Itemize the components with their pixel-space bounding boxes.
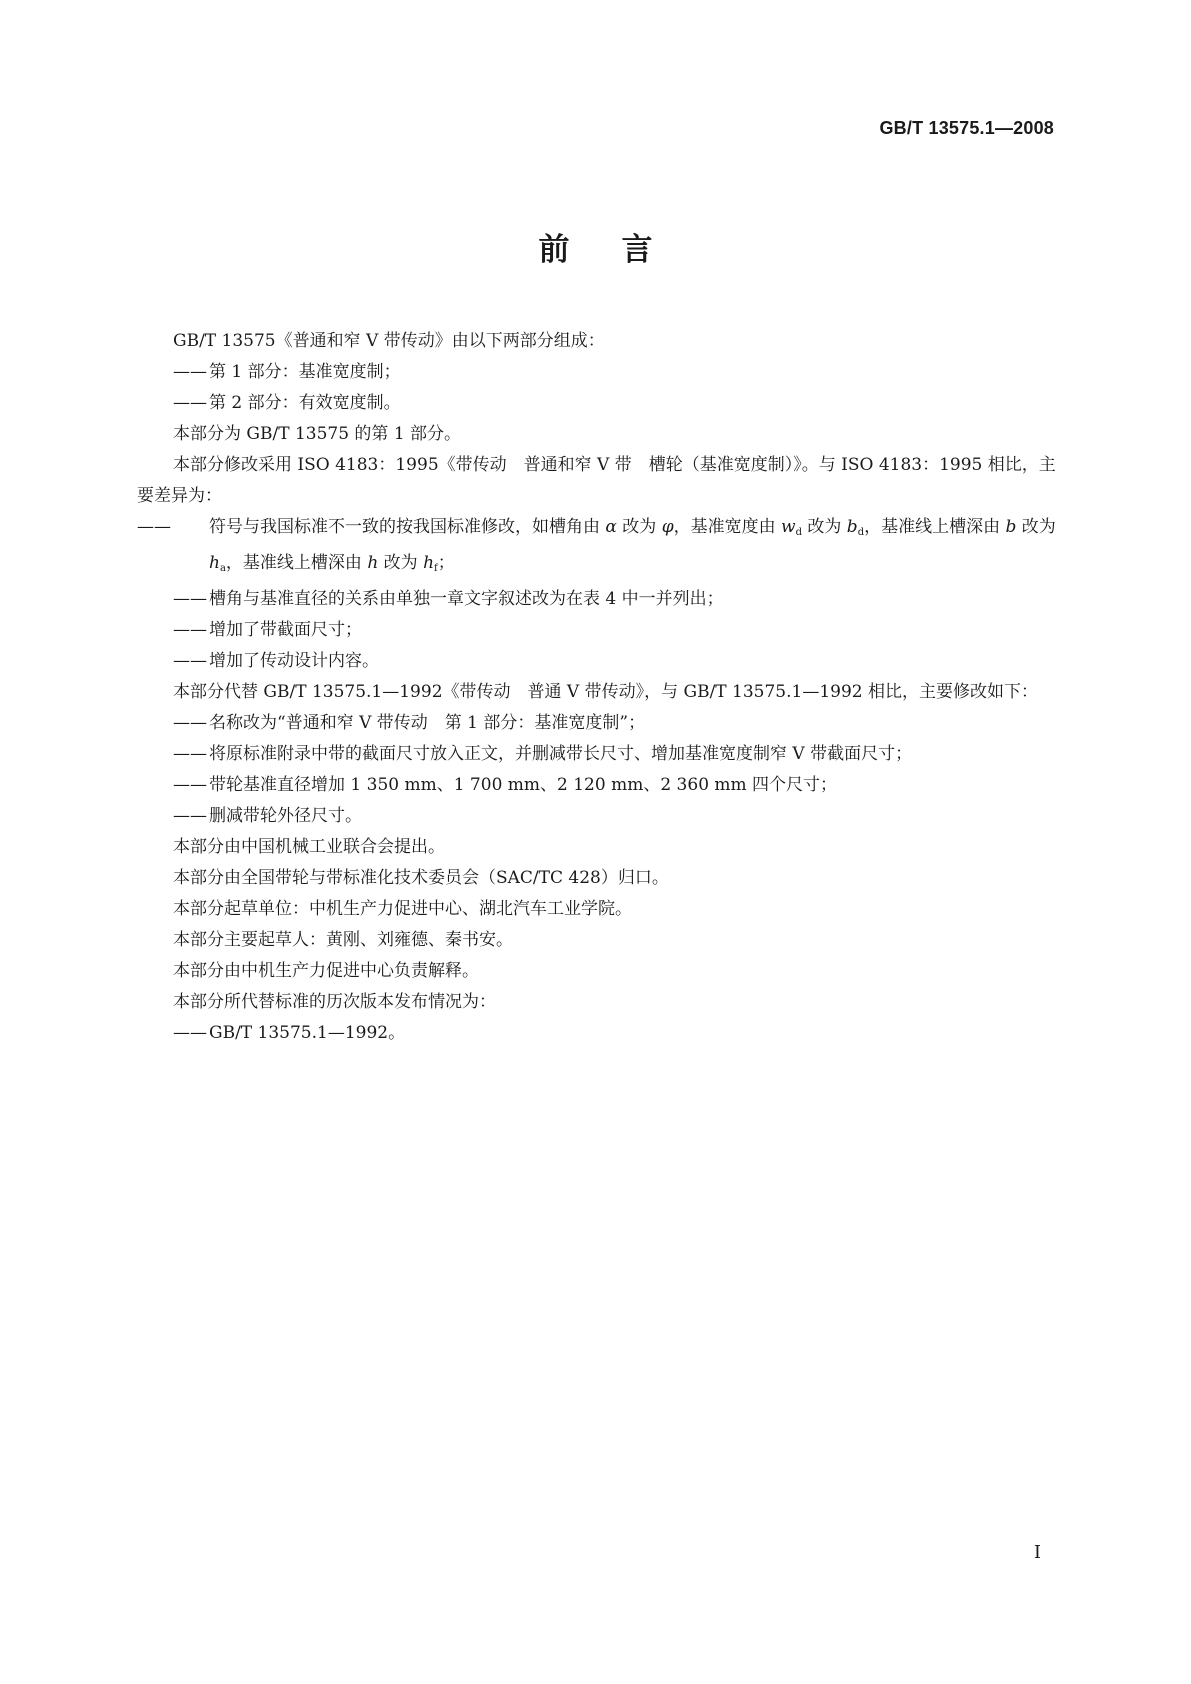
dash-mark: —— xyxy=(173,1023,207,1043)
list-item xyxy=(137,708,1057,739)
symbol: b xyxy=(846,517,858,537)
subscript: d xyxy=(857,527,865,538)
text-run: ，基准宽度由 xyxy=(673,517,782,537)
foreword-body xyxy=(137,326,1057,1049)
paragraph: 本部分由全国带轮与带标准化技术委员会（SAC/TC 428）归口。 xyxy=(173,868,669,888)
dash-mark: —— xyxy=(173,362,207,382)
text-run: 改为 xyxy=(616,517,662,537)
symbol: α xyxy=(605,517,617,537)
subscript: d xyxy=(795,527,802,538)
paragraph: 本部分所代替标准的历次版本发布情况为： xyxy=(173,992,496,1012)
symbol: b xyxy=(1005,517,1017,537)
list-item-text: 第 1 部分：基准宽度制； xyxy=(209,362,401,382)
subscript: a xyxy=(219,563,226,574)
paragraph: 本部分由中机生产力促进中心负责解释。 xyxy=(173,961,479,981)
dash-mark: —— xyxy=(173,651,207,671)
symbol: h xyxy=(367,553,379,573)
paragraph: 本部分起草单位：中机生产力促进中心、湖北汽车工业学院。 xyxy=(173,899,632,919)
list-item xyxy=(137,801,1057,832)
dash-mark: —— xyxy=(173,620,207,640)
list-item xyxy=(137,1018,1057,1049)
paragraph: GB/T 13575《普通和窄 V 带传动》由以下两部分组成： xyxy=(173,331,605,351)
list-item xyxy=(137,739,1057,770)
subscript: f xyxy=(434,563,438,574)
symbol: h xyxy=(423,553,435,573)
dash-mark: —— xyxy=(173,775,207,795)
list-item xyxy=(137,615,1057,646)
dash-mark: —— xyxy=(173,713,207,733)
standard-number: GB/T 13575.1—2008 xyxy=(879,118,1054,138)
dash-mark: —— xyxy=(173,589,207,609)
list-item-text: 将原标准附录中带的截面尺寸放入正文，并删减带长尺寸、增加基准宽度制窄 V 带截面尺寸； xyxy=(209,744,913,764)
symbol: w xyxy=(781,517,796,537)
list-item-text: 删减带轮外径尺寸。 xyxy=(209,806,362,826)
paragraph: 本部分修改采用 ISO 4183：1995《带传动 普通和窄 V 带 槽轮（基准宽度制）》。与 ISO 4183：1995 相比，主要差异为： xyxy=(137,455,1056,506)
list-item-text: GB/T 13575.1—1992。 xyxy=(209,1023,406,1043)
text-run: ； xyxy=(437,553,455,573)
text-run: 改为 xyxy=(1016,517,1056,537)
list-item-text: 名称改为“普通和窄 V 带传动 第 1 部分：基准宽度制”； xyxy=(209,713,646,733)
symbol: h xyxy=(209,553,220,573)
page-title: 前言 xyxy=(538,232,705,268)
list-item-text: 带轮基准直径增加 1 350 mm、1 700 mm、2 120 mm、2 360 mm 四个尺寸； xyxy=(209,775,838,795)
paragraph: 本部分由中国机械工业联合会提出。 xyxy=(173,837,445,857)
list-item-text: 第 2 部分：有效宽度制。 xyxy=(209,393,401,413)
dash-mark: —— xyxy=(137,517,171,537)
text-run: 改为 xyxy=(801,517,847,537)
list-item xyxy=(137,388,1057,419)
text-run: 改为 xyxy=(378,553,424,573)
list-item xyxy=(137,512,1057,584)
paragraph: 本部分代替 GB/T 13575.1—1992《带传动 普通 V 带传动》，与 GB/T 13575.1—1992 相比，主要修改如下： xyxy=(173,682,1039,702)
paragraph: 本部分主要起草人：黄刚、刘雍德、秦书安。 xyxy=(173,930,513,950)
text-run: ，基准线上槽深由 xyxy=(225,553,368,573)
list-item xyxy=(137,770,1057,801)
list-item-text: 增加了带截面尺寸； xyxy=(209,620,362,640)
dash-mark: —— xyxy=(173,744,207,764)
page-number: I xyxy=(1033,1542,1041,1563)
list-item xyxy=(137,357,1057,388)
text-run: ，基准线上槽深由 xyxy=(864,517,1006,537)
list-item xyxy=(137,584,1057,615)
list-item-text: 增加了传动设计内容。 xyxy=(209,651,379,671)
dash-mark: —— xyxy=(173,806,207,826)
list-item-text: 槽角与基准直径的关系由单独一章文字叙述改为在表 4 中一并列出； xyxy=(209,589,724,609)
paragraph: 本部分为 GB/T 13575 的第 1 部分。 xyxy=(173,424,462,444)
text-run: 符号与我国标准不一致的按我国标准修改，如槽角由 xyxy=(209,517,606,537)
list-item xyxy=(137,646,1057,677)
dash-mark: —— xyxy=(173,393,207,413)
symbol: φ xyxy=(661,517,674,537)
